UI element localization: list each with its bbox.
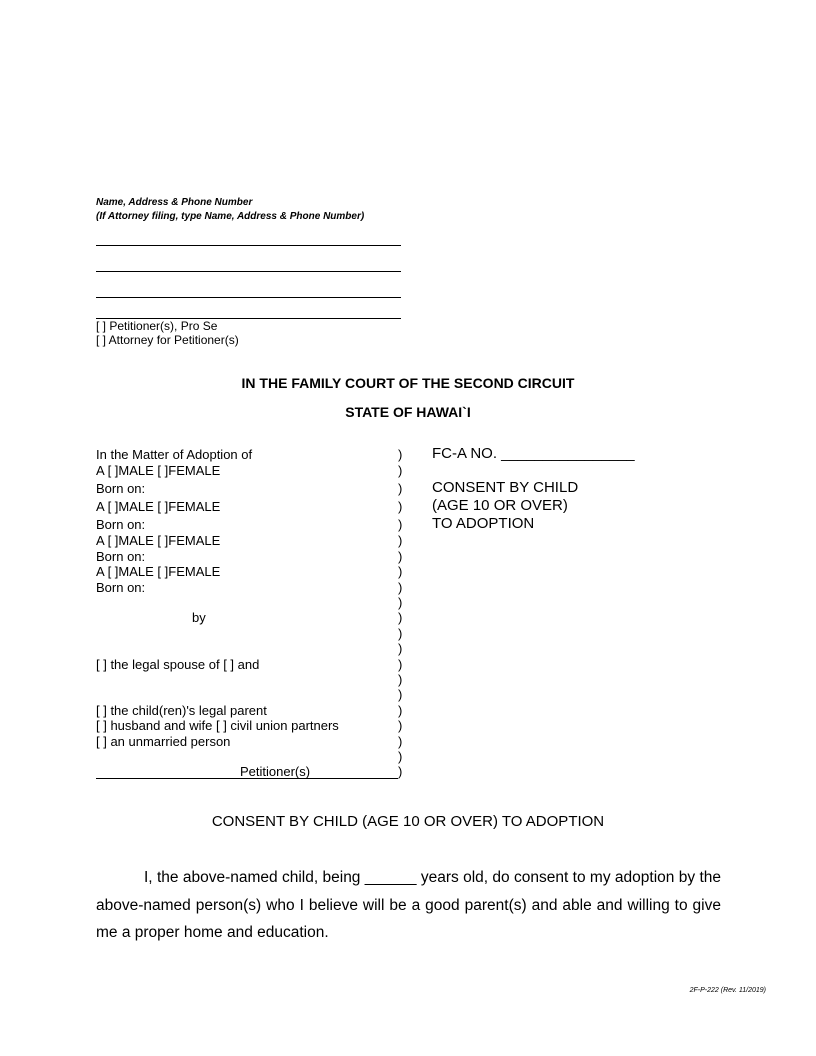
address-line-1[interactable] — [96, 245, 401, 246]
court-name: IN THE FAMILY COURT OF THE SECOND CIRCUIT — [241, 375, 575, 391]
paren: ) — [398, 481, 403, 496]
header-label-line1: Name, Address & Phone Number — [96, 197, 253, 208]
paren: ) — [398, 580, 403, 595]
paren: ) — [398, 610, 403, 625]
child3-gender-checkboxes[interactable]: A [ ]MALE [ ]FEMALE — [96, 533, 221, 548]
document-title: CONSENT BY CHILD (AGE 10 OR OVER) TO ADOPTION — [211, 813, 605, 830]
legal-parent-checkbox[interactable]: [ ] the child(ren)'s legal parent — [96, 703, 267, 718]
paren: ) — [398, 447, 403, 462]
child1-born-on: Born on: — [96, 481, 146, 496]
unmarried-checkbox[interactable]: [ ] an unmarried person — [96, 734, 231, 749]
paren: ) — [398, 595, 403, 610]
paren: ) — [398, 517, 403, 532]
case-title-line1: CONSENT BY CHILD — [432, 479, 579, 496]
paren: ) — [398, 749, 403, 764]
child4-born-on: Born on: — [96, 580, 146, 595]
paren: ) — [398, 641, 403, 656]
child2-gender-checkboxes[interactable]: A [ ]MALE [ ]FEMALE — [96, 499, 221, 514]
address-line-2[interactable] — [96, 271, 401, 272]
paren: ) — [398, 764, 403, 779]
case-number-field[interactable]: FC-A NO. ________________ — [432, 445, 635, 462]
attorney-checkbox[interactable]: [ ] Attorney for Petitioner(s) — [96, 333, 239, 347]
petitioners-label: Petitioner(s) — [240, 764, 311, 779]
court-state: STATE OF HAWAI`I — [345, 404, 471, 420]
child2-born-on: Born on: — [96, 517, 146, 532]
child3-born-on: Born on: — [96, 549, 146, 564]
header-label-line2: (If Attorney filing, type Name, Address & Phone Number) — [96, 211, 365, 222]
paren: ) — [398, 626, 403, 641]
form-number: 2F-P-222 (Rev. 11/2019) — [689, 987, 766, 994]
consent-paragraph: I, the above-named child, being ______ years old, do consent to my adoption by the above-named person(s) who I believe will be a good parent(s) and able and willing to give me a proper home and education. — [96, 869, 721, 941]
paren: ) — [398, 463, 403, 478]
legal-spouse-checkbox[interactable]: [ ] the legal spouse of [ ] and — [96, 657, 260, 672]
pro-se-checkbox[interactable]: [ ] Petitioner(s), Pro Se — [96, 319, 218, 333]
case-title-line3: TO ADOPTION — [432, 515, 535, 532]
paren: ) — [398, 734, 403, 749]
paren: ) — [398, 687, 403, 702]
caption-matter: In the Matter of Adoption of — [96, 447, 253, 462]
address-line-3[interactable] — [96, 297, 401, 298]
child4-gender-checkboxes[interactable]: A [ ]MALE [ ]FEMALE — [96, 564, 221, 579]
caption-by: by — [192, 610, 206, 625]
paren: ) — [398, 533, 403, 548]
case-title-line2: (AGE 10 OR OVER) — [432, 497, 568, 514]
paren: ) — [398, 718, 403, 733]
paren: ) — [398, 657, 403, 672]
relationship-checkboxes[interactable]: [ ] husband and wife [ ] civil union partners — [96, 718, 339, 733]
paren: ) — [398, 672, 403, 687]
child1-gender-checkboxes[interactable]: A [ ]MALE [ ]FEMALE — [96, 463, 221, 478]
paren: ) — [398, 499, 403, 514]
paren: ) — [398, 549, 403, 564]
paren: ) — [398, 564, 403, 579]
paren: ) — [398, 703, 403, 718]
